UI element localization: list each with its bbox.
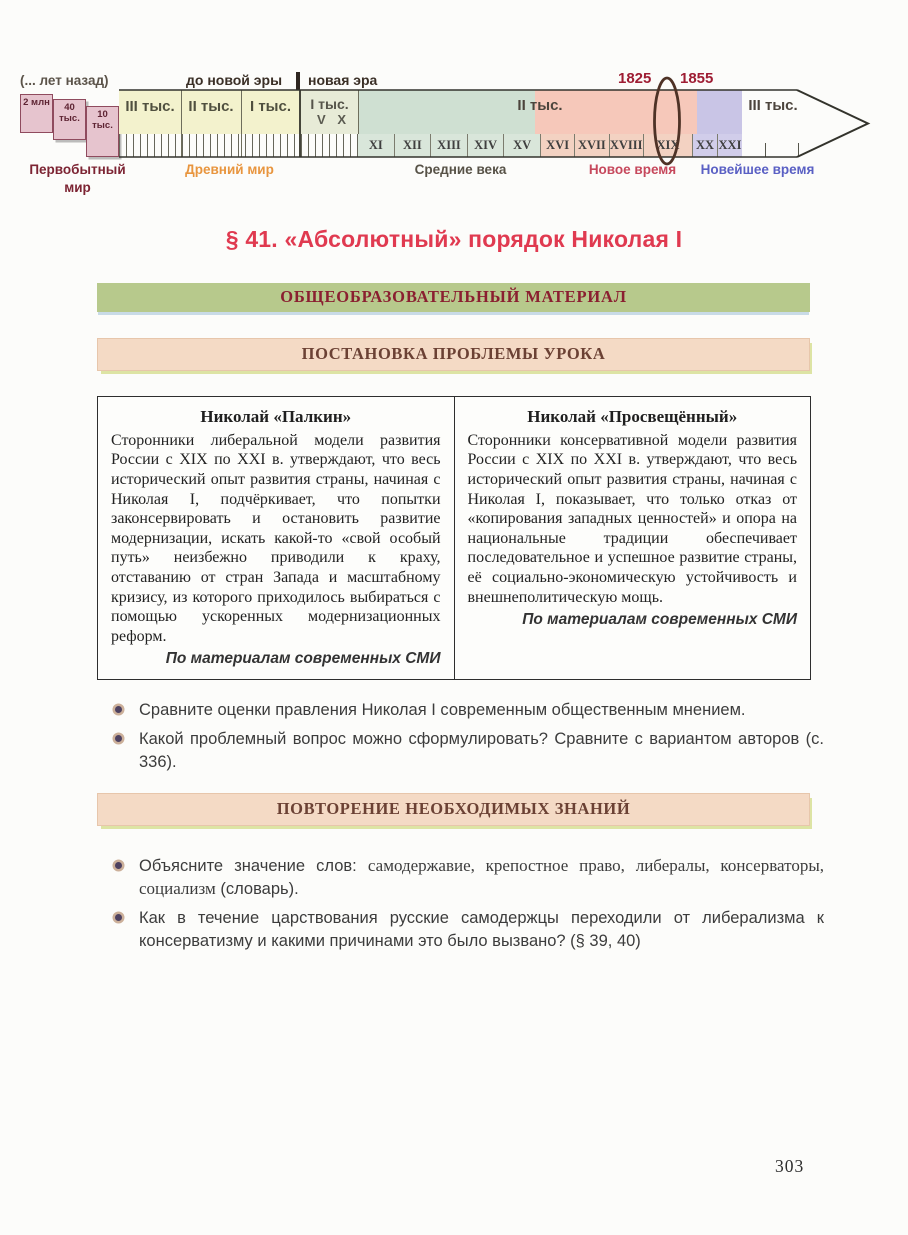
- bullet-icon: [115, 706, 122, 713]
- year-1825-label: 1825: [618, 70, 652, 87]
- era-label-contemporary: Новейшее время: [700, 162, 815, 177]
- century-cell: XIV: [467, 134, 504, 157]
- page-number: 303: [775, 1156, 805, 1176]
- century-v-label: V: [317, 112, 326, 127]
- comparison-table: [97, 396, 811, 680]
- bullet-icon: [115, 914, 122, 921]
- ruler-ticks: [119, 134, 358, 157]
- ad-era-label: новая эра: [308, 72, 378, 88]
- list-item: [108, 855, 824, 900]
- future-tick: [798, 143, 799, 157]
- question-lead: Объясните значение слов:: [139, 857, 368, 876]
- ad-millennium-2-label: II тыс.: [517, 97, 563, 114]
- list-item: [108, 728, 824, 773]
- era-label-medieval: Средние века: [414, 162, 507, 177]
- century-cell-xix: XIX: [643, 134, 692, 157]
- prehistoric-block-2mln: 2 млн: [20, 94, 53, 133]
- future-tick: [765, 143, 766, 157]
- timeline: [0, 0, 908, 206]
- era-label-modern: Новое время: [588, 162, 677, 177]
- list-item: [108, 907, 824, 952]
- era-label-ancient: Древний мир: [185, 162, 274, 177]
- question-terms: самодержавие, крепостное право, либералы, консерваторы, социализм: [139, 856, 825, 898]
- banner-knowledge-review: [97, 793, 810, 826]
- era-label-prehistoric: Первобытный мир: [29, 162, 126, 195]
- era-divider-bar: [296, 72, 300, 90]
- column-source: По материалам современных СМИ: [522, 611, 797, 629]
- years-ago-label: (... лет назад): [20, 73, 109, 88]
- century-cell: XII: [394, 134, 431, 157]
- column-header: Николай «Палкин»: [200, 406, 352, 426]
- banner-problem-setup: [97, 338, 810, 371]
- century-cell: XXI: [717, 134, 742, 157]
- bc-millennium-2-label: II тыс.: [188, 98, 234, 115]
- contemporary-centuries-row: [692, 134, 742, 157]
- bc-millennium-1-label: I тыс.: [249, 98, 291, 115]
- century-cell: XI: [368, 138, 383, 152]
- column-source: По материалам современных СМИ: [165, 650, 441, 668]
- question-tail: (словарь).: [215, 879, 299, 898]
- table-column-palkin: [98, 397, 455, 679]
- bullet-icon: [115, 862, 122, 869]
- century-cell: XIII: [430, 134, 467, 157]
- bc-millennia-segment: [119, 90, 300, 134]
- ad-millennium-3-label: III тыс.: [748, 97, 798, 114]
- page-title: § 41. «Абсолютный» порядок Николая I: [225, 226, 683, 252]
- question-text: Какой проблемный вопрос можно сформулировать? Сравните с вариантом авторов (с. 336).: [139, 730, 824, 771]
- modern-centuries-row: [540, 134, 692, 157]
- question-text: Сравните оценки правления Николая I современным общественным мнением.: [139, 700, 746, 719]
- list-item: [108, 699, 824, 722]
- banner-general-material-label: ОБЩЕОБРАЗОВАТЕЛЬНЫЙ МАТЕРИАЛ: [280, 286, 627, 306]
- column-body-text: Сторонники либеральной модели развития России с XIX по XXI в. утверждают, что весь исторический опыт развития страны, начиная с Николая I, подчёркивает, что попытки законсервировать и остановить развитие модернизации, искать какой-то «свой особый путь» неизбежно приводили к краху, отставанию от стран Запада и масштабному кризису, из которого приходилось выбираться с помощью ускоренных модернизационных реформ.: [111, 431, 441, 645]
- medieval-centuries-row: [358, 134, 540, 157]
- century-cell: XVIII: [609, 134, 643, 157]
- century-x-label: X: [337, 112, 346, 127]
- bc-era-label: до новой эры: [186, 72, 283, 88]
- banner-general-material: [97, 283, 810, 312]
- century-cell: XX: [692, 134, 717, 157]
- century-cell: XVII: [574, 134, 608, 157]
- ad-early-centuries: [301, 112, 358, 127]
- ad-first-millennium-segment: [301, 90, 358, 134]
- problem-questions-list: [108, 699, 824, 774]
- prehistoric-block-40k: 40 тыс.: [53, 99, 86, 140]
- banner-problem-setup-label: ПОСТАНОВКА ПРОБЛЕМЫ УРОКА: [301, 343, 606, 363]
- question-lead: Как в течение царствования русские самодержцы переходили от либерализма к консерватизму и какими причинами это было вызвано? (§ 39, 40): [139, 909, 824, 950]
- year-1855-label: 1855: [680, 70, 714, 87]
- column-body-text: Сторонники консервативной модели развития России с XIX по XXI в. утверждают, что весь исторический опыт развития страны, начиная с Николая I, показывает, что только отказ от «копирования западных ценностей» и опора на национальные традиции обеспечивает последовательное и успешное развитие страны, её социально-экономическую устойчивость и внешнеполитическую мощь.: [467, 431, 797, 606]
- bullet-icon: [115, 735, 122, 742]
- bc-millennium-3-label: III тыс.: [125, 98, 175, 115]
- contemporary-era-segment: [697, 90, 742, 134]
- review-questions-list: [108, 855, 824, 952]
- banner-knowledge-review-label: ПОВТОРЕНИЕ НЕОБХОДИМЫХ ЗНАНИЙ: [276, 799, 631, 819]
- ad-millennium-1-label: I тыс.: [310, 96, 349, 112]
- century-cell: XVI: [540, 134, 574, 157]
- table-column-prosveshchenny: [455, 397, 811, 679]
- column-header: Николай «Просвещённый»: [527, 406, 738, 426]
- prehistoric-block-10k: 10 тыс.: [86, 106, 119, 157]
- century-cell: XV: [503, 134, 540, 157]
